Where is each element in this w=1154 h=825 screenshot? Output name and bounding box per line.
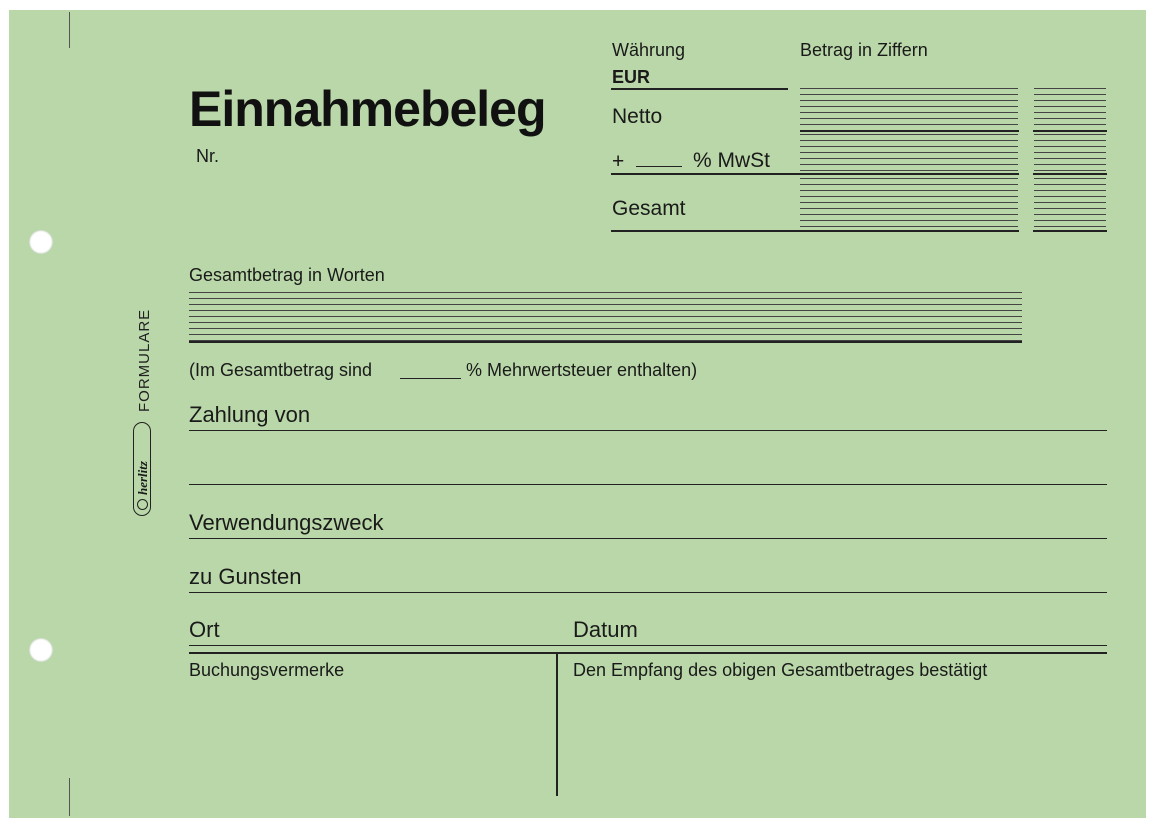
purpose-label: Verwendungszweck [189, 510, 384, 535]
form-title: Einnahmebeleg [189, 81, 546, 137]
brand-series-label: FORMULARE [136, 308, 153, 412]
payer-label: Zahlung von [189, 402, 311, 427]
bottom-section-line [189, 652, 1107, 654]
currency-label: Währung [612, 40, 686, 60]
payer-line-2[interactable] [189, 484, 1107, 485]
netto-line [800, 130, 1107, 132]
beneficiary-label: zu Gunsten [189, 564, 302, 589]
gesamt-cent-field[interactable] [1034, 178, 1106, 228]
gesamt-euro-field[interactable] [800, 178, 1018, 228]
currency-line [611, 88, 788, 90]
logo-circle-icon [137, 499, 148, 510]
receipt-confirmation-label: Den Empfang des obigen Gesamtbetrages bestätigt [573, 660, 988, 680]
brand-logo [133, 422, 151, 516]
beneficiary-line[interactable] [189, 592, 1107, 593]
booking-notes-area[interactable] [189, 685, 549, 790]
booking-notes-label: Buchungsvermerke [189, 660, 345, 680]
vat-note-prefix: (Im Gesamtbetrag sind [189, 360, 373, 380]
mwst-cent-field[interactable] [1034, 134, 1106, 172]
punch-hole-top [29, 230, 53, 254]
place-date-line[interactable] [189, 645, 1107, 646]
top-cut-mark [69, 12, 70, 48]
netto-cent-field[interactable] [1034, 88, 1106, 130]
amount-digits-label: Betrag in Ziffern [800, 40, 928, 60]
brand-logo-text: herlitz [135, 461, 150, 495]
amount-column-gap [1019, 86, 1033, 232]
currency-value: EUR [612, 67, 651, 87]
signature-area[interactable] [573, 685, 1103, 790]
mwst-rate-blank [636, 166, 682, 167]
mwst-plus-sign: + [612, 150, 625, 173]
mwst-label: % MwSt [693, 149, 771, 172]
netto-label: Netto [612, 105, 663, 128]
amount-words-field[interactable] [189, 292, 1022, 341]
amount-words-bottom-line [189, 341, 1022, 343]
punch-hole-bottom [29, 638, 53, 662]
netto-euro-field[interactable] [800, 88, 1018, 130]
vat-note-suffix: % Mehrwertsteuer enthalten) [466, 360, 698, 380]
bottom-cut-mark [69, 778, 70, 816]
date-label: Datum [573, 617, 638, 642]
payer-line-1[interactable] [189, 430, 1107, 431]
amount-words-label: Gesamtbetrag in Worten [189, 265, 385, 285]
purpose-line[interactable] [189, 538, 1107, 539]
gesamt-label: Gesamt [612, 197, 686, 220]
place-label: Ort [189, 617, 220, 642]
bottom-section-divider [556, 653, 558, 796]
mwst-euro-field[interactable] [800, 134, 1018, 172]
vat-rate-blank[interactable] [400, 378, 461, 379]
receipt-number-label: Nr. [196, 146, 220, 166]
